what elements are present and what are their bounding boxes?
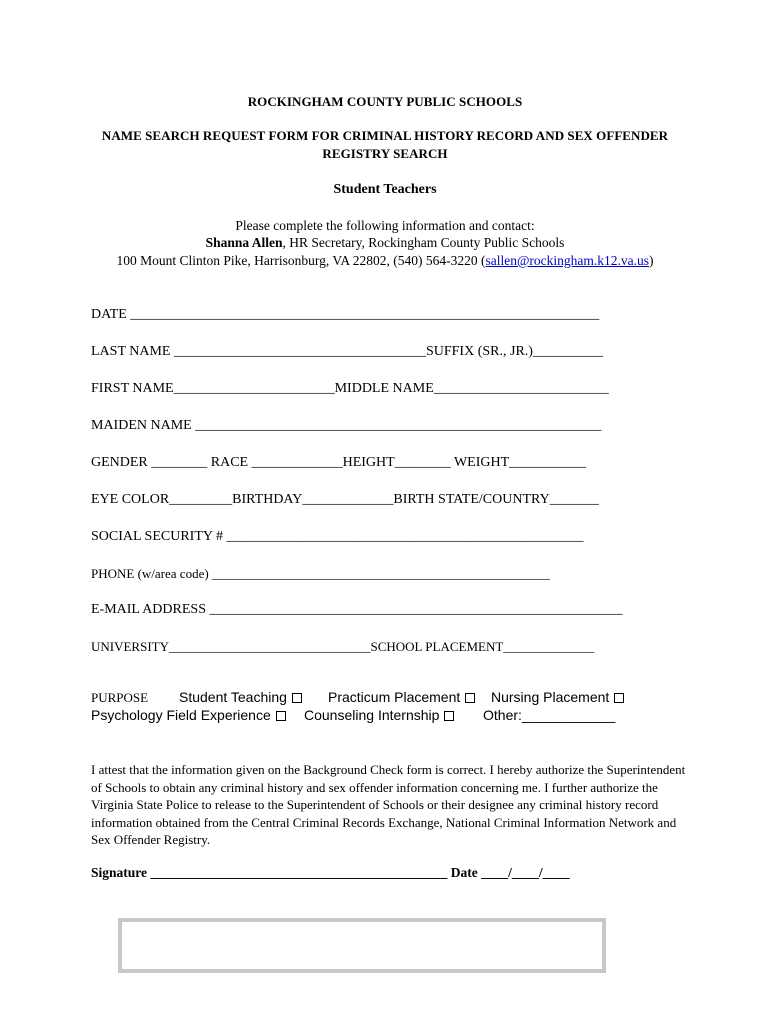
contact-role: , HR Secretary, Rockingham County Public Schools bbox=[282, 235, 565, 250]
maiden-name-field[interactable]: MAIDEN NAME __________________________________________________________ bbox=[91, 418, 602, 433]
purpose-label: PURPOSE bbox=[91, 690, 149, 705]
contact-address-text: 100 Mount Clinton Pike, Harrisonburg, VA 22802, (540) 564-3220 ( bbox=[116, 253, 486, 268]
gender-race-field[interactable]: GENDER ________ RACE _____________HEIGHT________ WEIGHT___________ bbox=[91, 455, 587, 470]
attestation-paragraph: I attest that the information given on the Background Check form is correct. I hereby authorize the Superintendent of Schools to obtain any criminal history and sex offender information concerning me. I further authorize the Virginia State Police to release to the Superintendent of Schools or their designee any criminal history record information obtained from the Central Criminal Records Exchange, National Criminal Information Network and Sex Offender Registry. bbox=[91, 762, 686, 848]
form-title-line2: REGISTRY SEARCH bbox=[322, 146, 448, 161]
purpose-option-student-teaching[interactable]: Student Teaching bbox=[179, 689, 302, 705]
office-use-box bbox=[118, 918, 606, 973]
purpose-option-counseling[interactable]: Counseling Internship bbox=[304, 707, 454, 723]
checkbox[interactable] bbox=[292, 693, 302, 703]
last-name-field[interactable]: LAST NAME ____________________________________SUFFIX (SR., JR.)__________ bbox=[91, 344, 603, 359]
eye-color-field[interactable]: EYE COLOR_________BIRTHDAY_____________BIRTH STATE/COUNTRY_______ bbox=[91, 492, 599, 507]
contact-address bbox=[0, 253, 770, 269]
contact-name: Shanna Allen bbox=[205, 235, 283, 250]
phone-field[interactable]: PHONE (w/area code) ____________________________________________________ bbox=[91, 566, 550, 581]
ssn-field[interactable]: SOCIAL SECURITY # ___________________________________________________ bbox=[91, 529, 584, 544]
purpose-option-psychology[interactable]: Psychology Field Experience bbox=[91, 707, 286, 723]
signature-line[interactable]: Signature ____________________________________________ Date ____/____/____ bbox=[91, 865, 570, 880]
org-title: ROCKINGHAM COUNTY PUBLIC SCHOOLS bbox=[247, 94, 523, 109]
university-field[interactable]: UNIVERSITY_______________________________SCHOOL PLACEMENT______________ bbox=[91, 639, 595, 654]
checkbox[interactable] bbox=[614, 693, 624, 703]
purpose-option-other[interactable]: Other:____________ bbox=[483, 707, 616, 723]
contact-address-close: ) bbox=[649, 253, 654, 268]
form-title-line1: NAME SEARCH REQUEST FORM FOR CRIMINAL HISTORY RECORD AND SEX OFFENDER bbox=[101, 128, 669, 143]
form-subtitle: Student Teachers bbox=[333, 182, 437, 197]
contact-intro: Please complete the following information and contact: bbox=[235, 218, 535, 233]
checkbox[interactable] bbox=[444, 711, 454, 721]
email-field[interactable]: E-MAIL ADDRESS ___________________________________________________________ bbox=[91, 602, 623, 617]
date-field[interactable]: DATE ___________________________________________________________________ bbox=[91, 307, 600, 322]
purpose-option-practicum[interactable]: Practicum Placement bbox=[328, 689, 475, 705]
checkbox[interactable] bbox=[276, 711, 286, 721]
first-name-field[interactable]: FIRST NAME_______________________MIDDLE NAME_________________________ bbox=[91, 381, 609, 396]
contact-person bbox=[0, 235, 770, 251]
purpose-option-nursing[interactable]: Nursing Placement bbox=[491, 689, 624, 705]
checkbox[interactable] bbox=[465, 693, 475, 703]
contact-email-link[interactable]: sallen@rockingham.k12.va.us bbox=[485, 253, 650, 268]
